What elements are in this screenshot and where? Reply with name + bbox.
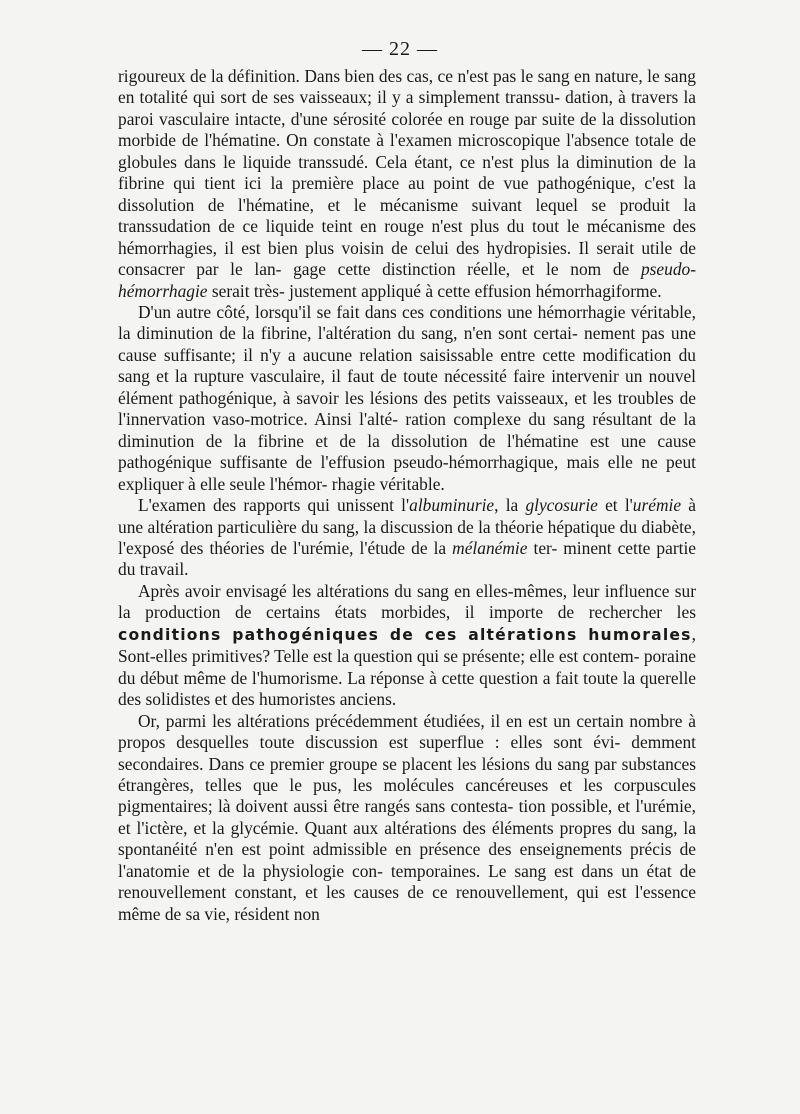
text-run: L'examen des rapports qui unissent l' (138, 495, 410, 516)
document-body (118, 66, 696, 925)
text-run: D'un autre côté, lorsqu'il se fait dans ces conditions une hémorrhagie véritable, la diminution de la fibrine, l'altération du sang, n'en sont certai- nement pas une cause suffisante; il n'y a aucune relation saisissable entre cette modification du sang et la rupture vasculaire, il faut de toute nécessité faire intervenir un nouvel élément pathogénique, à savoir les lésions des petits vaisseaux, et les troubles de l'innervation vaso-motrice. Ainsi l'alté- ration complexe du sang résultant de la diminution de la fibrine et de la dissolution de l'hématine est une cause pathogénique suffisante de l'effusion pseudo-hémorrhagique, mais elle ne peut expliquer à elle seule l'hémor- rhagie véritable. (118, 301, 696, 494)
italic-term: mélanémie (452, 537, 528, 558)
italic-term: albuminurie (409, 495, 495, 516)
paragraph (118, 711, 696, 926)
text-run: ter- minent cette partie du travail. (118, 537, 696, 580)
text-run: Or, parmi les altérations précédemment étudiées, il en est un certain nombre à propos desquelles toute discussion est superflue : elles sont évi- demment secondaires. Dans ce premier groupe se placent les lésions du sang par substances étrangères, telles que le pus, les molécules cancéreuses et les corpuscules pigmentaires; là doivent aussi être rangés sans contesta- tion possible, et l'urémie, et l'ictère, et la glycémie. Quant aux altérations des éléments propres du sang, la spontanéité n'en est point admissible en présence des enseignements précis de l'anatomie et de la physiologie con- temporaines. Le sang est dans un état de renouvellement constant, et les causes de ce renouvellement, qui est l'essence même de sa vie, résident non (118, 710, 696, 924)
text-run: serait très- justement appliqué à cette effusion hémorrhagiforme. (207, 280, 662, 301)
paragraph (118, 495, 696, 581)
text-run: Après avoir envisagé les altérations du sang en elles-mêmes, leur influence sur la production de certains états morbides, il importe de rechercher les (118, 580, 696, 623)
paragraph (118, 66, 696, 302)
bold-phrase: conditions pathogéniques de ces altérations humorales (118, 625, 692, 644)
text-run: rigoureux de la définition. Dans bien des cas, ce n'est pas le sang en nature, le sang en totalité qui sort de ses vaisseaux; il y a simplement transsu- dation, à travers la paroi vasculaire intacte, d'une sérosité colorée en rouge par suite de la dissolution morbide de l'hématine. On constate à l'examen microscopique l'absence totale de globules dans le liquide transsudé. Cela étant, ce n'est plus la diminution de la fibrine qui tient ici la première place au point de vue pathogénique, c'est la dissolution de l'hématine, et le mécanisme suivant lequel se produit la transsudation de ce liquide teint en rouge n'est plus du tout le mécanisme des hémorrhagies, il est bien plus voisin de celui des hydropisies. Il serait utile de consacrer par le lan- gage cette distinction réelle, et le nom de (118, 66, 696, 280)
italic-term: pseudo-hémorrhagie (118, 259, 696, 301)
italic-term: glycosurie (525, 495, 598, 516)
paragraph (118, 581, 696, 711)
text-run: , la (494, 495, 526, 516)
paragraph (118, 302, 696, 495)
text-run: à une altération particulière du sang, la discussion de la théorie hépatique du diabète, l'exposé des théories de l'urémie, l'étude de la (118, 495, 696, 558)
page-number: — 22 — (362, 38, 438, 60)
italic-term: urémie (632, 495, 682, 516)
text-run: et l' (597, 495, 633, 516)
text-run: , Sont-elles primitives? Telle est la question qui se présente; elle est contem- poraine du début même de l'humorisme. La réponse à cette question a fait toute la querelle des solidistes et des humoristes anciens. (118, 623, 696, 710)
